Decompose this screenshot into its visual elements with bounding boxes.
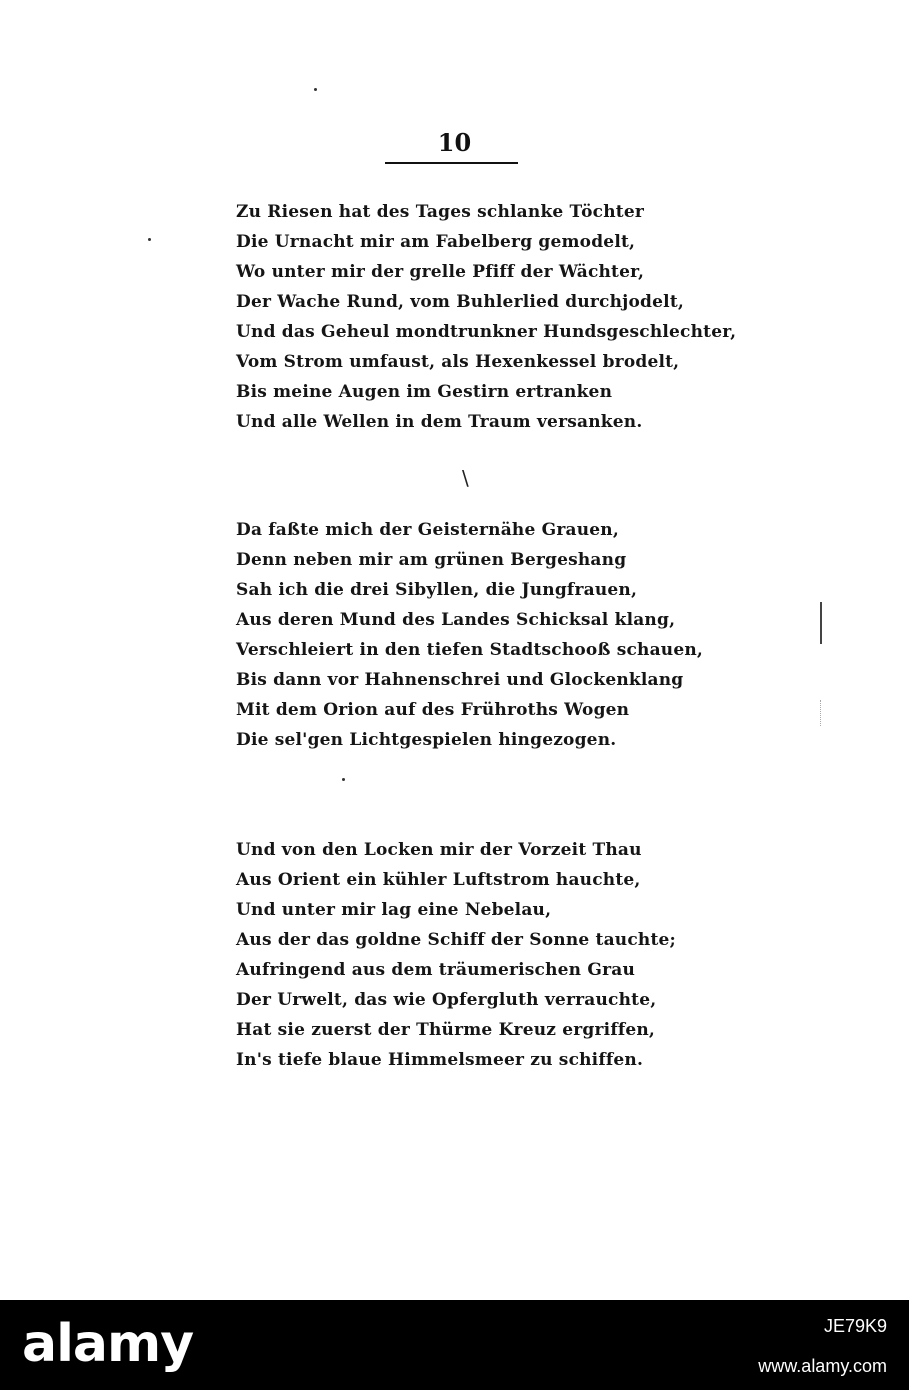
verse-line: Vom Strom umfaust, als Hexenkessel brodelt, — [236, 352, 680, 372]
stanza-2 — [236, 515, 704, 755]
verse-line: Wo unter mir der grelle Pfiff der Wächter, — [236, 262, 645, 282]
header-rule — [385, 162, 518, 164]
verse-line: Und unter mir lag eine Nebelau, — [236, 900, 552, 920]
paper-speck — [148, 238, 151, 241]
paper-speck — [342, 778, 345, 781]
verse-line: Und alle Wellen in dem Traum versanken. — [236, 412, 643, 432]
site-url: www.alamy.com — [758, 1356, 887, 1376]
section-mark: \ — [462, 466, 469, 490]
verse-line: Und das Geheul mondtrunkner Hundsgeschlechter, — [236, 322, 737, 342]
verse-line: Mit dem Orion auf des Frühroths Wogen — [236, 700, 630, 720]
verse-line: Der Wache Rund, vom Buhlerlied durchjodelt, — [236, 292, 684, 312]
alamy-logo: alamy — [22, 1314, 194, 1374]
page-number: 10 — [437, 128, 472, 157]
verse-line: In's tiefe blaue Himmelsmeer zu schiffen. — [236, 1050, 644, 1070]
verse-line: Verschleiert in den tiefen Stadtschooß schauen, — [236, 640, 704, 660]
margin-dots — [820, 700, 822, 726]
verse-line: Bis dann vor Hahnenschrei und Glockenklang — [236, 670, 684, 690]
verse-line: Aus der das goldne Schiff der Sonne tauchte; — [236, 930, 676, 950]
margin-mark — [820, 602, 822, 644]
verse-line: Bis meine Augen im Gestirn ertranken — [236, 382, 613, 402]
verse-line: Der Urwelt, das wie Opfergluth verrauchte, — [236, 990, 657, 1010]
verse-line: Zu Riesen hat des Tages schlanke Töchter — [236, 202, 644, 222]
watermark-footer — [0, 1300, 909, 1390]
image-id: JE79K9 — [823, 1316, 887, 1336]
verse-line: Denn neben mir am grünen Bergeshang — [236, 550, 627, 570]
verse-line: Und von den Locken mir der Vorzeit Thau — [236, 840, 642, 860]
paper-speck — [314, 88, 317, 91]
verse-line: Aus deren Mund des Landes Schicksal klang, — [236, 610, 676, 630]
stanza-1 — [236, 197, 737, 437]
verse-line: Sah ich die drei Sibyllen, die Jungfrauen, — [236, 580, 638, 600]
verse-line: Hat sie zuerst der Thürme Kreuz ergriffen, — [236, 1020, 656, 1040]
stanza-3 — [236, 835, 696, 1075]
verse-line: Die Urnacht mir am Fabelberg gemodelt, — [236, 232, 636, 252]
verse-line: Aufringend aus dem träumerischen Grau — [236, 960, 636, 980]
verse-line: Die sel'gen Lichtgespielen hingezogen. — [236, 730, 617, 750]
verse-line: Aus Orient ein kühler Luftstrom hauchte, — [236, 870, 641, 890]
verse-line: Da faßte mich der Geisternähe Grauen, — [236, 520, 619, 540]
